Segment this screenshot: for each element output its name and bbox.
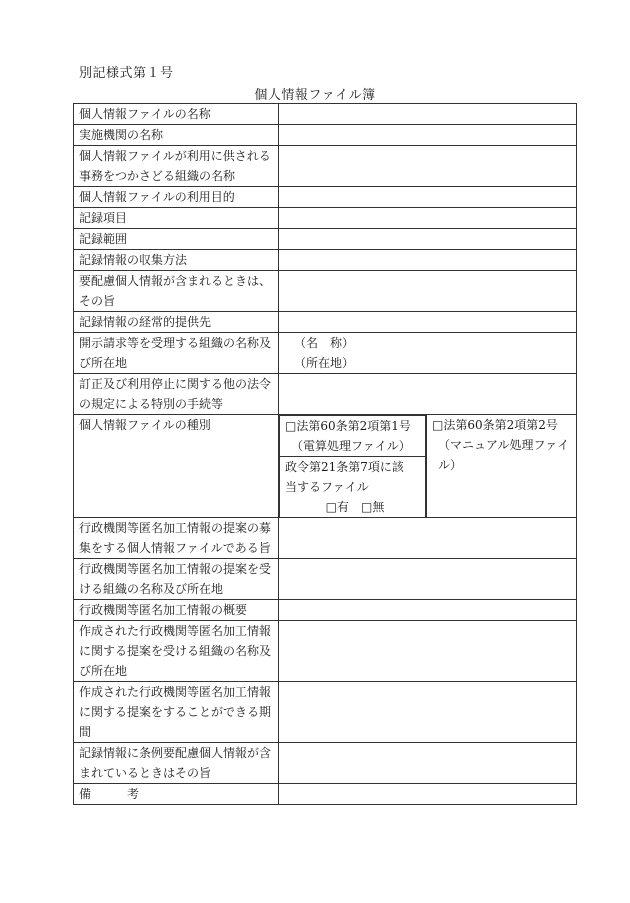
row-label-record-scope: 記録範囲: [74, 229, 279, 250]
form-number-label: 別記様式第１号: [79, 66, 174, 81]
ordinance-file-cell: [280, 457, 426, 518]
row-label-ordinance-sensitive: 記録情報に条例要配慮個人情報が含まれているときはその旨: [74, 743, 279, 784]
name-field-label: （名 称）: [294, 336, 355, 350]
table-row: [74, 104, 577, 125]
file-type-option-1[interactable]: [280, 416, 426, 457]
document-title: 個人情報ファイル簿: [254, 88, 376, 103]
row-label-anonymized-overview: 行政機関等匿名加工情報の概要: [74, 600, 279, 621]
table-row: [74, 229, 577, 250]
row-label-file-type: 個人情報ファイルの種別: [74, 415, 279, 518]
table-row: [74, 743, 577, 784]
row-label-disclosure-office: 開示請求等を受理する組織の名称及び所在地: [74, 333, 279, 374]
row-label-purpose: 個人情報ファイルの利用目的: [74, 187, 279, 208]
row-label-agency-name: 実施機関の名称: [74, 125, 279, 146]
value-cell-anonymized-proposal[interactable]: [279, 518, 577, 559]
table-row: [74, 559, 577, 600]
row-label-proposal-period: 作成された行政機関等匿名加工情報に関する提案をすることができる期間: [74, 682, 279, 743]
row-label-regular-recipient: 記録情報の経常的提供先: [74, 312, 279, 333]
yes-no-checkboxes[interactable]: □有 □無: [325, 500, 385, 514]
value-cell-regular-recipient[interactable]: [279, 312, 577, 333]
value-cell-proposal-period[interactable]: [279, 682, 577, 743]
file-type-option-1-cell: [279, 415, 427, 518]
row-label-created-proposal-office: 作成された行政機関等匿名加工情報に関する提案を受ける組織の名称及び所在地: [74, 621, 279, 682]
table-row: [74, 333, 577, 374]
value-cell-disclosure-office[interactable]: [279, 333, 577, 374]
table-row: [74, 374, 577, 415]
ordinance-line-1: 政令第21条第7項に該: [285, 460, 404, 474]
registry-form-table: [73, 103, 577, 805]
value-cell-record-items[interactable]: [279, 208, 577, 229]
row-label-sensitive-info: 要配慮個人情報が含まれるときは、その旨: [74, 271, 279, 312]
table-row: [74, 146, 577, 187]
table-row: [74, 125, 577, 146]
table-row: [74, 621, 577, 682]
row-label-special-procedures: 訂正及び利用停止に関する他の法令の規定による特別の手続等: [74, 374, 279, 415]
table-row: [74, 250, 577, 271]
row-label-record-items: 記録項目: [74, 208, 279, 229]
file-type-option-2[interactable]: [427, 415, 577, 518]
value-cell-purpose[interactable]: [279, 187, 577, 208]
table-row: [74, 312, 577, 333]
row-label-anonymized-proposal: 行政機関等匿名加工情報の提案の募集をする個人情報ファイルである旨: [74, 518, 279, 559]
table-row: [74, 271, 577, 312]
row-label-remarks: 備 考: [74, 784, 279, 805]
address-field-label: （所在地）: [294, 356, 355, 370]
row-label-organization: 個人情報ファイルが利用に供される事務をつかさどる組織の名称: [74, 146, 279, 187]
file-type-option-1-table: [279, 415, 426, 517]
table-row: [74, 208, 577, 229]
table-row: [74, 518, 577, 559]
value-cell-anonymized-overview[interactable]: [279, 600, 577, 621]
option-2-line-1: □法第60条第2項第2号: [432, 418, 558, 432]
option-1-line-2: （電算処理ファイル）: [291, 439, 411, 453]
row-label-file-name: 個人情報ファイルの名称: [74, 104, 279, 125]
value-cell-created-proposal-office[interactable]: [279, 621, 577, 682]
ordinance-line-2: 当するファイル: [285, 480, 369, 494]
value-cell-sensitive-info[interactable]: [279, 271, 577, 312]
value-cell-record-scope[interactable]: [279, 229, 577, 250]
value-cell-agency-name[interactable]: [279, 125, 577, 146]
table-row: [74, 682, 577, 743]
row-label-collection-method: 記録情報の収集方法: [74, 250, 279, 271]
table-row: [74, 415, 577, 518]
value-cell-file-name[interactable]: [279, 104, 577, 125]
value-cell-organization[interactable]: [279, 146, 577, 187]
table-row: [74, 187, 577, 208]
table-row: [74, 784, 577, 805]
row-label-proposal-office: 行政機関等匿名加工情報の提案を受ける組織の名称及び所在地: [74, 559, 279, 600]
value-cell-ordinance-sensitive[interactable]: [279, 743, 577, 784]
value-cell-collection-method[interactable]: [279, 250, 577, 271]
value-cell-special-procedures[interactable]: [279, 374, 577, 415]
table-row: [74, 600, 577, 621]
option-1-line-1: □法第60条第2項第1号: [285, 419, 411, 433]
value-cell-remarks[interactable]: [279, 784, 577, 805]
value-cell-proposal-office[interactable]: [279, 559, 577, 600]
option-2-line-2: （マニュアル処理ファイル）: [438, 438, 570, 472]
